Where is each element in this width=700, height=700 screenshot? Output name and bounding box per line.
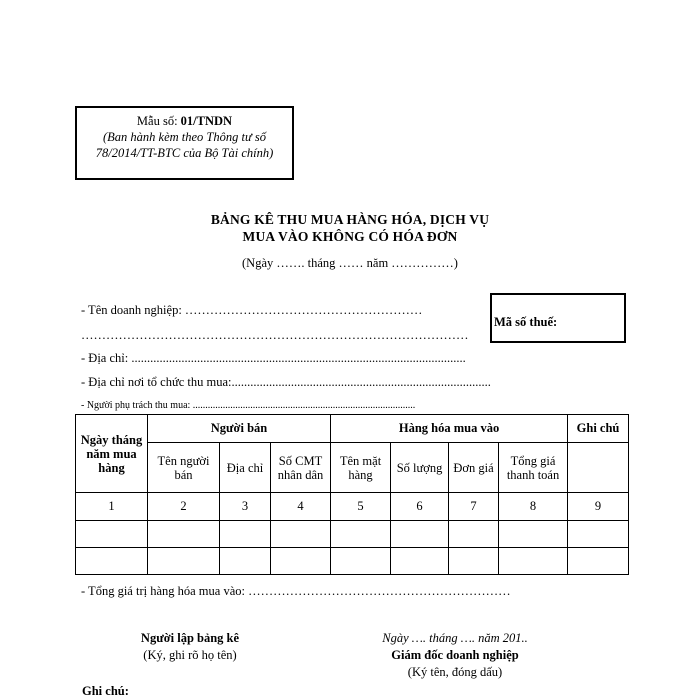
header-goods-group: Hàng hóa mua vào xyxy=(331,415,568,443)
header-seller-id: Số CMT nhân dân xyxy=(271,443,331,493)
director-title: Giám đốc doanh nghiệp xyxy=(391,648,519,662)
form-code: 01/TNDN xyxy=(180,114,233,128)
header-seller-name: Tên người bán xyxy=(148,443,220,493)
purchase-place-field: - Địa chỉ nơi tổ chức thu mua:................................................................................... xyxy=(81,375,491,389)
column-index: 1 xyxy=(76,493,148,521)
document-title-line2: MUA VÀO KHÔNG CÓ HÓA ĐƠN xyxy=(242,229,458,244)
signature-date: Ngày …. tháng …. năm 201.. xyxy=(382,631,528,645)
document-date-line: (Ngày ……. tháng …… năm ……………) xyxy=(242,256,458,270)
header-purchase-date: Ngày tháng năm mua hàng xyxy=(76,415,148,493)
preparer-title: Người lập bảng kê xyxy=(140,631,240,645)
form-legal-basis: (Ban hành kèm theo Thông tư số 78/2014/TT-BTC của Bộ Tài chính) xyxy=(95,130,274,160)
company-name-field: - Tên doanh nghiệp: ………………………………………………… xyxy=(81,303,423,317)
tax-code-label: Mã số thuế: xyxy=(494,315,558,329)
header-note-blank xyxy=(568,443,629,493)
column-index: 7 xyxy=(449,493,499,521)
document-title-line1: BẢNG KÊ THU MUA HÀNG HÓA, DỊCH VỤ xyxy=(210,212,490,227)
note-label: Ghi chú: xyxy=(82,684,129,698)
form-code-prefix: Mẫu số: xyxy=(136,114,181,128)
column-index: 5 xyxy=(331,493,391,521)
header-seller-address: Địa chỉ xyxy=(220,443,271,493)
table-row xyxy=(76,521,629,548)
column-index: 9 xyxy=(568,493,629,521)
header-quantity: Số lượng xyxy=(391,443,449,493)
total-value-field: - Tổng giá trị hàng hóa mua vào: ……………………………………………………… xyxy=(81,584,511,598)
purchase-list-table xyxy=(75,414,629,575)
address-field: - Địa chỉ: ........................................................................................................... xyxy=(81,351,466,365)
director-signature-block xyxy=(355,630,555,681)
director-instruction: (Ký tên, đóng dấu) xyxy=(407,665,503,679)
column-index: 2 xyxy=(148,493,220,521)
column-index: 4 xyxy=(271,493,331,521)
table-row xyxy=(76,548,629,575)
header-unit-price: Đơn giá xyxy=(449,443,499,493)
column-index: 3 xyxy=(220,493,271,521)
column-index: 8 xyxy=(499,493,568,521)
header-note: Ghi chú xyxy=(568,415,629,443)
form-code-box xyxy=(75,106,294,180)
person-in-charge-field: - Người phụ trách thu mua: ......................................................................................... xyxy=(81,400,416,411)
header-total-price: Tổng giá thanh toán xyxy=(499,443,568,493)
preparer-instruction: (Ký, ghi rõ họ tên) xyxy=(143,648,237,662)
tax-code-box xyxy=(490,293,626,343)
form-code-line xyxy=(77,113,292,129)
header-item-name: Tên mặt hàng xyxy=(331,443,391,493)
column-index-row xyxy=(76,493,629,521)
header-seller-group: Người bán xyxy=(148,415,331,443)
column-index: 6 xyxy=(391,493,449,521)
preparer-signature-block xyxy=(95,630,285,664)
company-name-field-continued: ………………………………………………………………………………… xyxy=(81,328,469,342)
